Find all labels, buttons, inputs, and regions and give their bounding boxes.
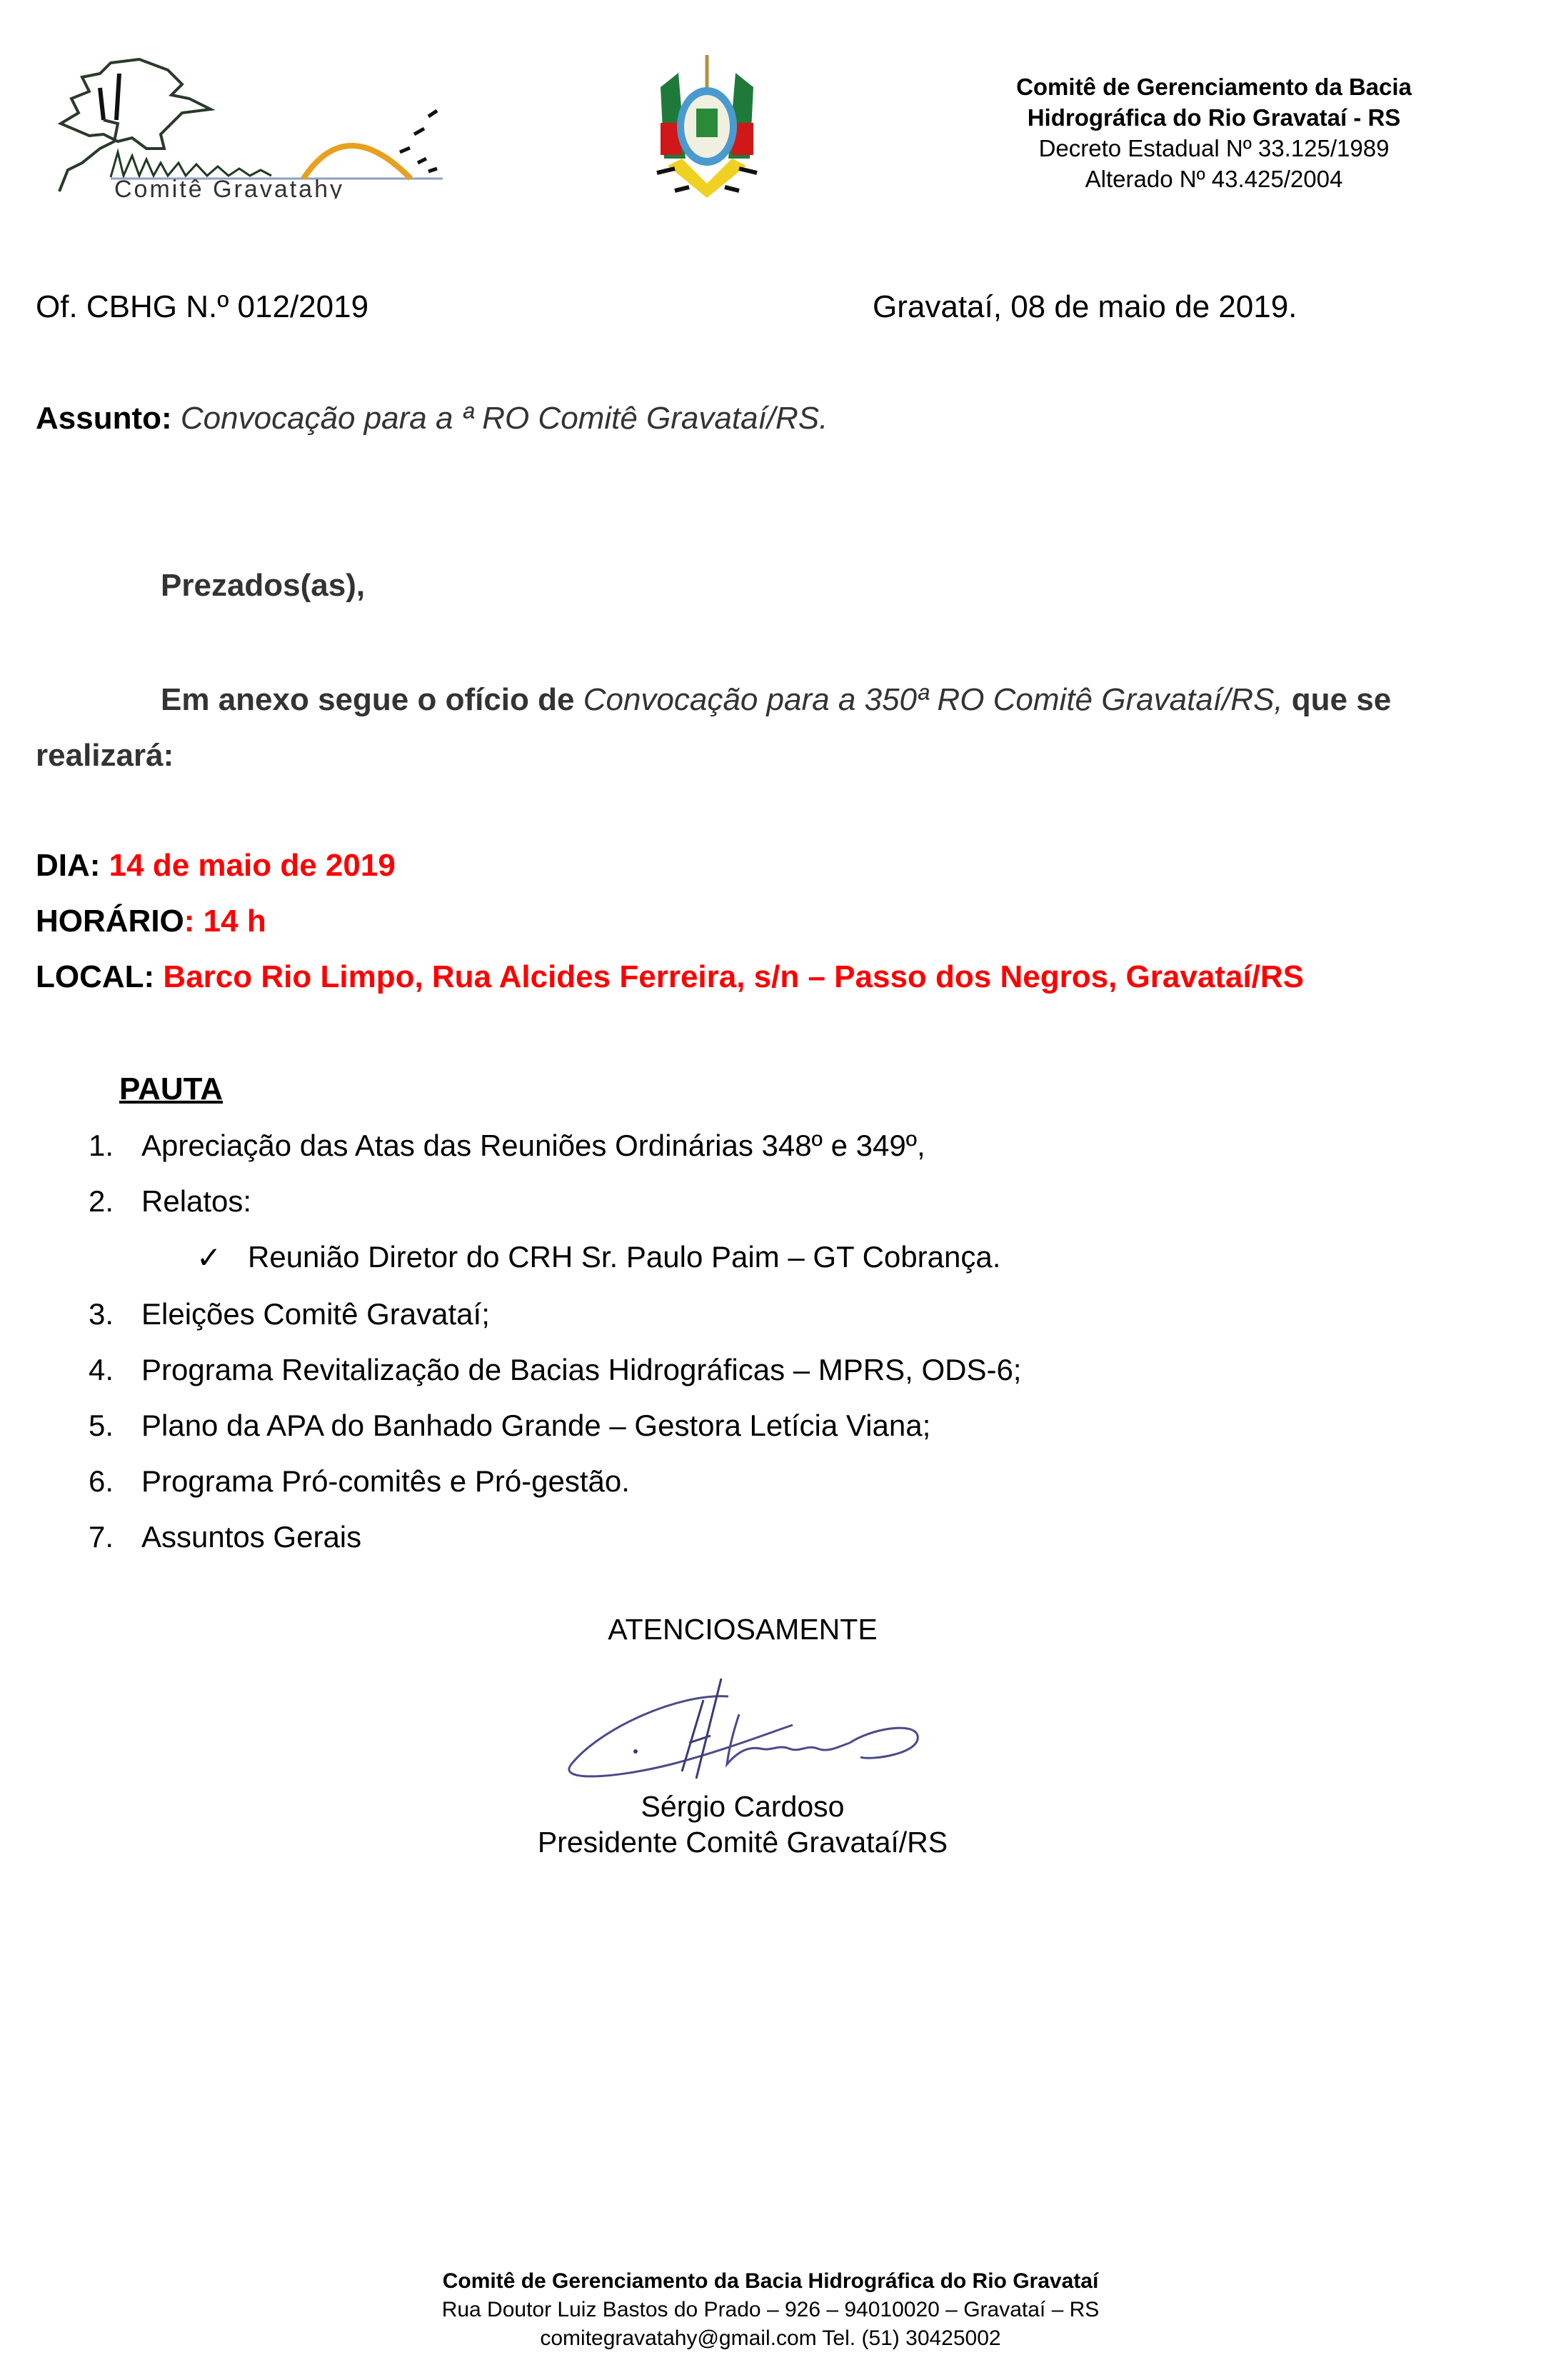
item-number: 2. [89,1184,114,1218]
salutation: Prezados(as), [161,568,366,603]
org-name-line2: Hidrográfica do Rio Gravataí - RS [1027,104,1401,131]
letter-reference: Of. CBHG N.º 012/2019 [36,289,369,324]
day-value: 14 de maio de 2019 [109,848,396,883]
item-number: 1. [89,1129,114,1162]
footer-contact: comitegravatahy@gmail.com Tel. (51) 30425002 [540,2326,1001,2350]
subject-label: Assunto: [36,401,172,436]
body-convocation: Convocação para a 350ª RO Comitê Gravataí/RS, [583,682,1283,717]
org-name-line1: Comitê de Gerenciamento da Bacia [1016,74,1412,100]
page-footer [271,2267,1270,2353]
item-text: Programa Revitalização de Bacias Hidrográficas – MPRS, ODS-6; [141,1353,1022,1386]
item-number: 7. [89,1520,114,1554]
checkmark-icon: ✓ [196,1241,222,1274]
amended-line: Alterado Nº 43.425/2004 [1085,166,1343,192]
place-date: Gravataí, 08 de maio de 2019. [873,289,1297,324]
subitem-text: Reunião Diretor do CRH Sr. Paulo Paim – GT Cobrança. [248,1240,1001,1274]
decree-line: Decreto Estadual Nº 33.125/1989 [1038,135,1390,161]
agenda-title: PAUTA [119,1071,224,1106]
body-paragraph [161,681,1391,719]
meeting-location [36,959,1304,996]
closing-regards: ATENCIOSAMENTE [608,1613,878,1646]
organization-header [957,71,1471,194]
body-intro-end: que se [1283,682,1392,717]
time-label: HORÁRIO [36,904,184,939]
body-continuation: realizará: [36,738,174,773]
item-number: 4. [89,1353,114,1386]
body-intro: Em anexo segue o ofício de [161,682,583,717]
item-text: Assuntos Gerais [141,1520,362,1554]
day-label: DIA: [36,848,101,883]
footer-address: Rua Doutor Luiz Bastos do Prado – 926 – 94010020 – Gravataí – RS [441,2298,1100,2321]
item-number: 5. [89,1409,114,1442]
item-text: Apreciação das Atas das Reuniões Ordinárias 348º e 349º, [141,1129,925,1162]
coat-of-arms-emblem [646,51,768,201]
meeting-time [36,903,266,940]
footer-org: Comitê de Gerenciamento da Bacia Hidrográfica do Rio Gravataí [442,2269,1099,2293]
signature [557,1664,935,1786]
item-number: 3. [89,1297,114,1331]
svg-text:Comitê Gravatahy: Comitê Gravatahy [114,176,344,199]
subject-line [36,400,828,437]
location-value: Barco Rio Limpo, Rua Alcides Ferreira, s/n – Passo dos Negros, Gravataí/RS [163,959,1304,994]
signer-name: Sérgio Cardoso [641,1790,845,1823]
signer-title: Presidente Comitê Gravataí/RS [537,1826,948,1859]
meeting-day [36,847,396,884]
item-text: Programa Pró-comitês e Pró-gestão. [141,1464,630,1498]
time-value: : 14 h [184,904,266,939]
item-text: Eleições Comitê Gravataí; [141,1297,490,1331]
comite-gravatahy-logo [39,56,446,199]
item-text: Plano da APA do Banhado Grande – Gestora Letícia Viana; [141,1409,931,1442]
item-text: Relatos: [141,1184,252,1218]
item-number: 6. [89,1464,114,1498]
subject-text: Convocação para a ª RO Comitê Gravataí/RS. [180,401,828,436]
location-label: LOCAL: [36,959,155,994]
tree-deer-logo-icon [39,56,446,199]
coat-of-arms-icon [646,51,768,201]
handwritten-signature-icon [557,1664,935,1786]
